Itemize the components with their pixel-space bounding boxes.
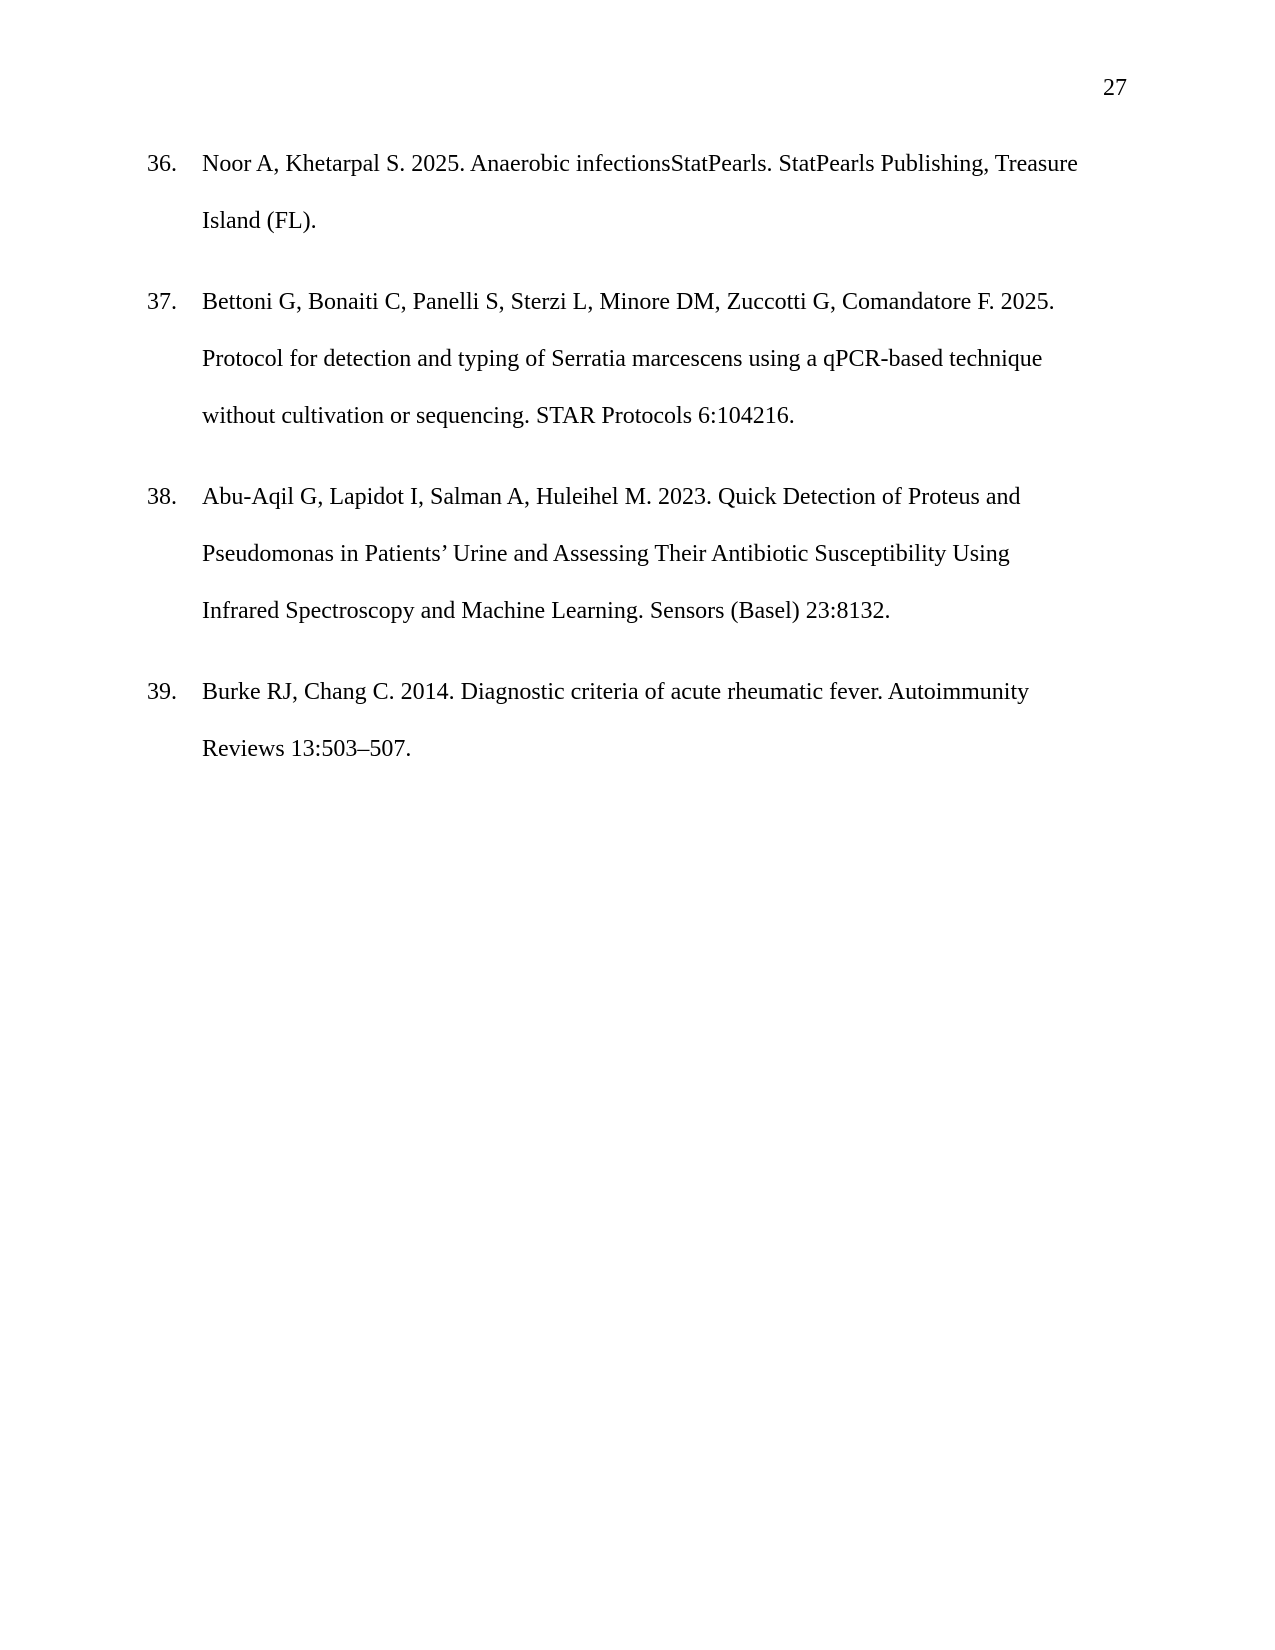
reference-line: Reviews 13:503–507. <box>202 736 412 762</box>
reference-item-36 <box>147 136 1137 250</box>
reference-number: 36. <box>147 151 177 177</box>
reference-line: without cultivation or sequencing. STAR Protocols 6:104216. <box>202 403 795 429</box>
reference-line: Burke RJ, Chang C. 2014. Diagnostic criteria of acute rheumatic fever. Autoimmunity <box>202 679 1030 705</box>
page-number: 27 <box>1103 75 1127 101</box>
reference-line: Bettoni G, Bonaiti C, Panelli S, Sterzi L, Minore DM, Zuccotti G, Comandatore F. 2025. <box>202 289 1055 315</box>
reference-number: 37. <box>147 289 177 315</box>
reference-line: Island (FL). <box>202 208 317 234</box>
reference-line: Protocol for detection and typing of Serratia marcescens using a qPCR-based technique <box>202 346 1043 372</box>
reference-list <box>147 136 1137 802</box>
reference-line: Infrared Spectroscopy and Machine Learning. Sensors (Basel) 23:8132. <box>202 598 891 624</box>
reference-item-39 <box>147 664 1137 778</box>
reference-number: 38. <box>147 484 177 510</box>
reference-line: Pseudomonas in Patients’ Urine and Assessing Their Antibiotic Susceptibility Using <box>202 541 1010 567</box>
reference-number: 39. <box>147 679 177 705</box>
reference-item-37 <box>147 274 1137 445</box>
reference-item-38 <box>147 469 1137 640</box>
reference-line: Noor A, Khetarpal S. 2025. Anaerobic infectionsStatPearls. StatPearls Publishing, Treasure <box>202 151 1078 177</box>
reference-line: Abu-Aqil G, Lapidot I, Salman A, Huleihel M. 2023. Quick Detection of Proteus and <box>202 484 1021 510</box>
